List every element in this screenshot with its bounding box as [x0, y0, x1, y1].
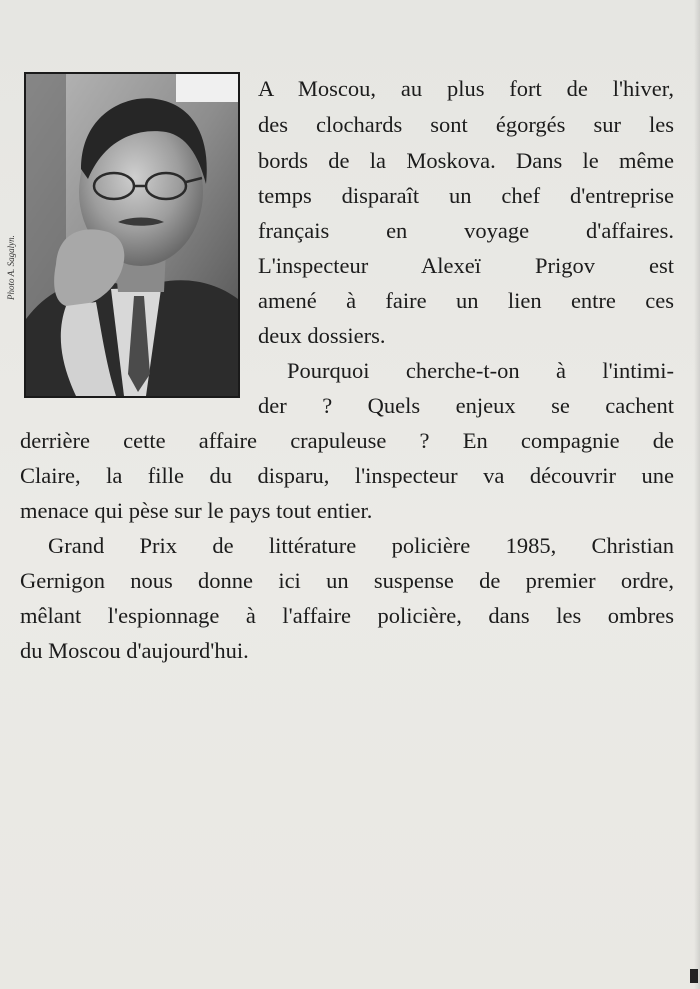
- text-line: der ? Quels enjeux se cachent: [258, 393, 674, 418]
- text-line: menace qui pèse sur le pays tout entier.: [20, 498, 373, 523]
- text-line: mêlant l'espionnage à l'affaire policière, dans les ombres: [20, 603, 674, 628]
- text-line: Grand Prix de littérature policière 1985, Christian: [48, 533, 674, 558]
- text-line: du Moscou d'aujourd'hui.: [20, 638, 249, 663]
- text-line: A Moscou, au plus fort de l'hiver,: [258, 76, 674, 101]
- text-line: Pourquoi cherche-t-on à l'intimi-: [287, 358, 674, 383]
- text-line: amené à faire un lien entre ces: [258, 288, 674, 313]
- text-line: derrière cette affaire crapuleuse ? En compagnie de: [20, 428, 674, 453]
- text-line: Claire, la fille du disparu, l'inspecteur va découvrir une: [20, 463, 674, 488]
- page-edge-shadow: [694, 0, 700, 989]
- text-line: bords de la Moskova. Dans le même: [258, 148, 674, 173]
- photo-credit: Photo A. Sagalyn.: [6, 235, 16, 300]
- text-line: des clochards sont égorgés sur les: [258, 112, 674, 137]
- text-line: temps disparaît un chef d'entreprise: [258, 183, 674, 208]
- corner-mark: [690, 969, 698, 983]
- text-line: français en voyage d'affaires.: [258, 218, 674, 243]
- text-line: deux dossiers.: [258, 323, 386, 348]
- text-line: L'inspecteur Alexeï Prigov est: [258, 253, 674, 278]
- author-photo: [24, 72, 240, 398]
- text-line: Gernigon nous donne ici un suspense de premier ordre,: [20, 568, 674, 593]
